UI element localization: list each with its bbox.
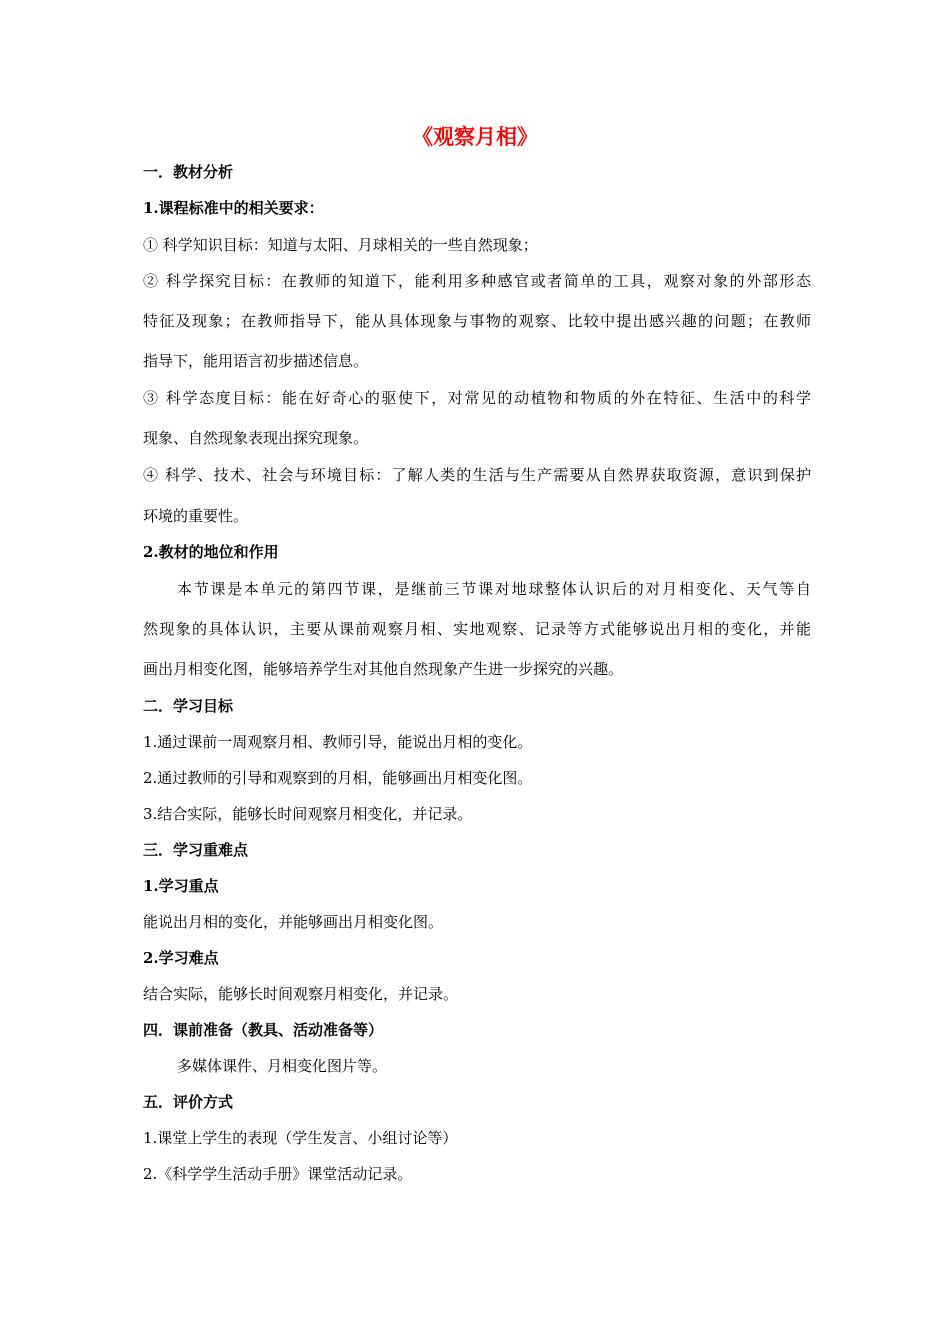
key-points-text: 能说出月相的变化，并能够画出月相变化图。 — [143, 913, 444, 931]
document-title: 《观察月相》 — [412, 124, 538, 149]
section-heading-textbook-analysis: 一．教材分析 — [143, 163, 234, 181]
goal-science-attitude-line-1: ③ 科学态度目标：能在好奇心的驱使下，对常见的动植物和物质的外在特征、生活中的科学 — [143, 389, 811, 407]
section-heading-preparation: 四．课前准备（教具、活动准备等） — [143, 1021, 384, 1039]
textbook-role-paragraph-line-2: 然现象的具体认识，主要从课前观察月相、实地观察、记录等方式能够说出月相的变化，并能 — [143, 620, 811, 638]
goal-science-attitude-line-2: 现象、自然现象表现出探究现象。 — [143, 429, 369, 447]
goal-science-knowledge: ① 科学知识目标：知道与太阳、月球相关的一些自然现象； — [143, 236, 538, 254]
goal-science-inquiry-line-2: 特征及现象；在教师指导下，能从具体现象与事物的观察、比较中提出感兴趣的问题；在教师 — [143, 312, 811, 330]
subheading-key-points: 1.学习重点 — [143, 877, 219, 895]
section-heading-evaluation: 五．评价方式 — [143, 1093, 234, 1111]
goal-sts-line-1: ④ 科学、技术、社会与环境目标：了解人类的生活与生产需要从自然界获取资源，意识到保护 — [143, 466, 811, 484]
learning-objective-item: 1.通过课前一周观察月相、教师引导，能说出月相的变化。 — [143, 733, 533, 751]
difficult-points-text: 结合实际，能够长时间观察月相变化，并记录。 — [143, 985, 459, 1003]
textbook-role-paragraph-line-1: 本节课是本单元的第四节课，是继前三节课对地球整体认识后的对月相变化、天气等自 — [177, 580, 811, 598]
subheading-textbook-role: 2.教材的地位和作用 — [143, 543, 279, 561]
learning-objective-item: 3.结合实际，能够长时间观察月相变化，并记录。 — [143, 805, 473, 823]
subheading-curriculum-requirements: 1.课程标准中的相关要求： — [143, 199, 324, 217]
section-heading-learning-objectives: 二．学习目标 — [143, 697, 234, 715]
evaluation-item: 1.课堂上学生的表现（学生发言、小组讨论等） — [143, 1129, 458, 1147]
evaluation-item: 2.《科学学生活动手册》课堂活动记录。 — [143, 1165, 413, 1183]
subheading-difficult-points: 2.学习难点 — [143, 949, 219, 967]
textbook-role-paragraph-line-3: 画出月相变化图，能够培养学生对其他自然现象产生进一步探究的兴趣。 — [143, 660, 624, 678]
goal-science-inquiry-line-3: 指导下，能用语言初步描述信息。 — [143, 352, 369, 370]
goal-science-inquiry-line-1: ② 科学探究目标：在教师的知道下，能利用多种感官或者简单的工具，观察对象的外部形态 — [143, 272, 811, 290]
goal-sts-line-2: 环境的重要性。 — [143, 507, 249, 525]
learning-objective-item: 2.通过教师的引导和观察到的月相，能够画出月相变化图。 — [143, 769, 533, 787]
preparation-text: 多媒体课件、月相变化图片等。 — [177, 1057, 388, 1075]
section-heading-key-difficult-points: 三．学习重难点 — [143, 841, 249, 859]
